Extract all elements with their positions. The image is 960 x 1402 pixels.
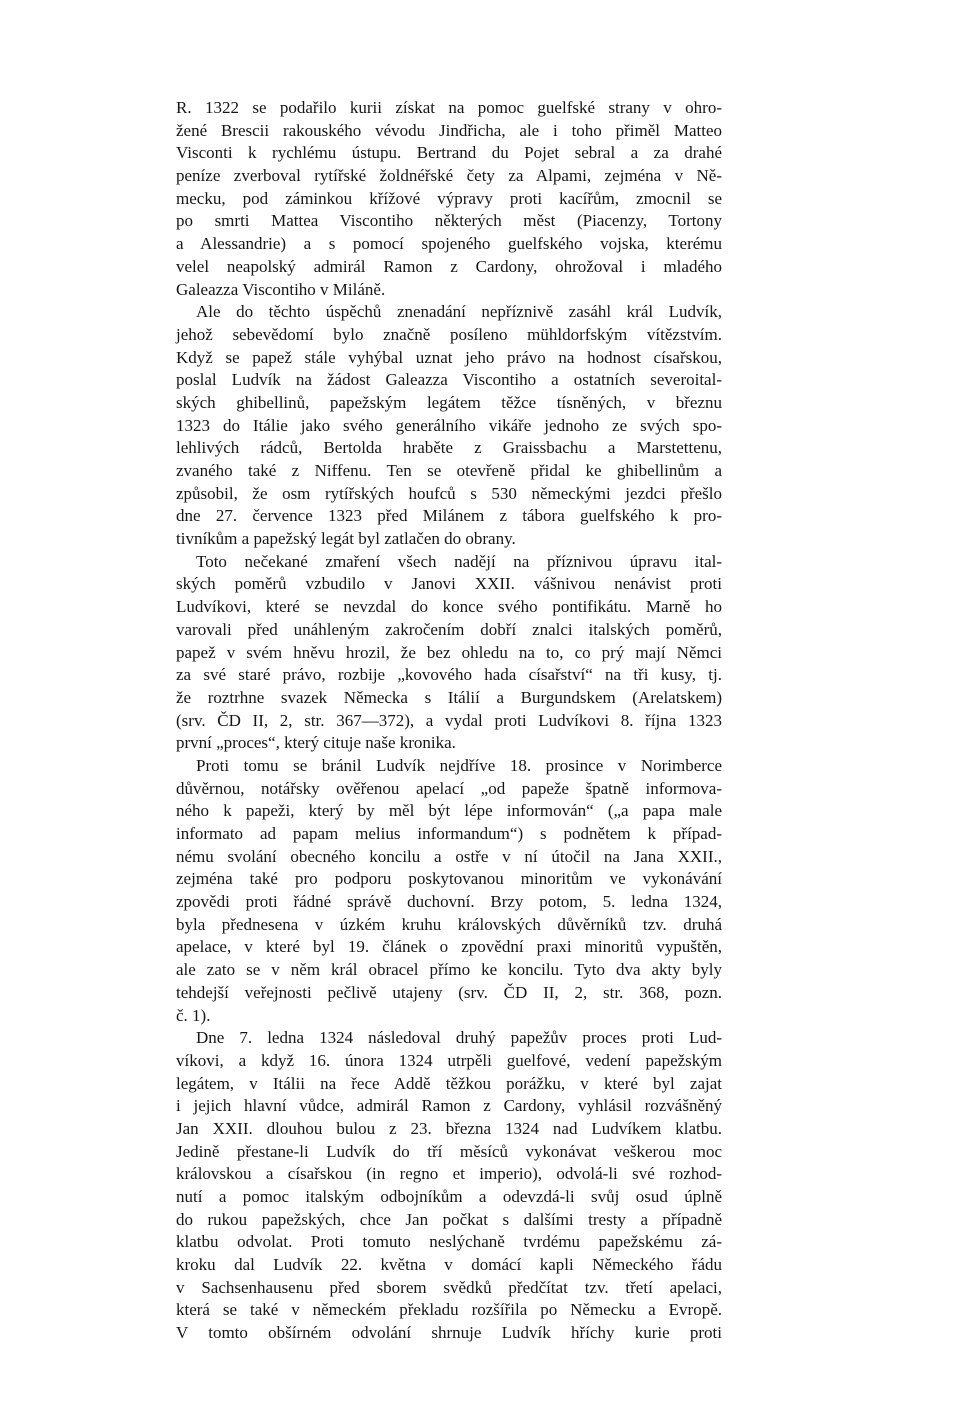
text-line: V tomto obšírném odvolání shrnuje Ludvík hříchy kurie proti (176, 1323, 722, 1343)
text-line: v Sachsenhausenu před sborem svědků předčítat tzv. třetí apelaci, (176, 1277, 722, 1297)
text-line: nutí a pomoc italským odbojníkům a odevzdá-li svůj osud úplně (176, 1187, 722, 1206)
text-line: ale zato se v něm král obracel přímo ke koncilu. Tyto dva akty byly (176, 960, 722, 980)
text-line: důvěrnou, notářsky ověřenou apelací „od papeže špatně informova- (176, 778, 722, 798)
text-line: poslal Ludvík na žádost Galeazza Viscontiho a ostatních severoital- (176, 370, 722, 390)
text-line: a Alessandrie) a s pomocí spojeného guelfského vojska, kterému (176, 234, 722, 254)
text-line: za své staré právo, rozbije „kovového hada císařství“ na tři kusy, tj. (176, 665, 722, 685)
text-line: (srv. ČD II, 2, str. 367—372), a vydal proti Ludvíkovi 8. října 1323 (176, 710, 722, 730)
text-line: velel neapolský admirál Ramon z Cardony, ohrožoval i mladého (176, 256, 722, 276)
page-text (176, 97, 722, 1345)
text-line: Visconti k rychlému ústupu. Bertrand du Pojet sebral a za drahé (176, 143, 722, 163)
text-line: zpovědi proti řádné správě duchovní. Brzy potom, 5. ledna 1324, (176, 892, 722, 912)
text-line: Ale do těchto úspěchů znenadání nepříznivě zasáhl král Ludvík, (196, 302, 722, 322)
text-line: ských poměrů vzbudilo v Janovi XXII. vášnivou nenávist proti (176, 574, 722, 594)
text-line: ských ghibellinů, papežským legátem těžce tísněných, v březnu (176, 392, 722, 412)
paragraph (176, 1027, 722, 1345)
text-line: Toto nečekané zmaření všech nadějí na příznivou úpravu ital- (196, 551, 722, 571)
text-line: ného k papeži, který by měl být lépe informován“ („a papa male (176, 801, 722, 821)
text-line: č. 1). (176, 1005, 211, 1025)
text-line: Jan XXII. dlouhou bulou z 23. března 1324 nad Ludvíkem klatbu. (176, 1118, 722, 1138)
text-line: první „proces“, který cituje naše kronika. (176, 733, 456, 753)
text-line: královskou a císařskou (in regno et imperio), odvolá-li své rozhod- (176, 1164, 722, 1184)
text-line: která se také v německém překladu rozšířila po Německu a Evropě. (176, 1300, 722, 1320)
text-line: R. 1322 se podařilo kurii získat na pomoc guelfské strany v ohro- (176, 98, 722, 117)
paragraph (176, 551, 722, 755)
text-line: peníze zverboval rytířské žoldnéřské čety za Alpami, zejména v Ně- (176, 166, 722, 186)
text-line: informato ad papam melius informandum“) s podnětem k případ- (176, 824, 722, 843)
text-line: jehož sebevědomí bylo značně posíleno mühldorfským vítězstvím. (176, 324, 722, 344)
text-line: Dne 7. ledna 1324 následoval druhý papežův proces proti Lud- (196, 1028, 722, 1048)
text-line: byla přednesena v úzkém kruhu královských důvěrníků tzv. druhá (176, 914, 722, 934)
text-line: mecku, pod záminkou křížové výpravy proti kacířům, zmocnil se (176, 188, 722, 208)
paragraph (176, 755, 722, 1027)
text-line: dne 27. července 1323 před Milánem z tábora guelfského k pro- (176, 506, 722, 526)
text-line: tehdejší veřejnosti pečlivě utajeny (srv. ČD II, 2, str. 368, pozn. (176, 982, 722, 1002)
text-line: Když se papež stále vyhýbal uznat jeho právo na hodnost císařskou, (176, 347, 722, 367)
text-line: i jejich hlavní vůdce, admirál Ramon z Cardony, vyhlásil rozvášněný (176, 1096, 722, 1116)
paragraph (176, 301, 722, 551)
text-line: varovali před unáhleným zakročením dobří znalci italských poměrů, (176, 619, 722, 639)
text-line: Proti tomu se bránil Ludvík nejdříve 18. prosince v Norimberce (196, 755, 722, 775)
text-line: nému svolání obecného koncilu a ostře v ní útočil na Jana XXII., (176, 846, 722, 866)
text-line: papež v svém hněvu hrozil, že bez ohledu na to, co prý mají Němci (176, 642, 722, 662)
text-line: klatbu odvolat. Proti tomuto neslýchaně tvrdému papežskému zá- (176, 1232, 722, 1252)
paragraph (176, 97, 722, 301)
text-line: žené Brescii rakouského vévodu Jindřicha, ale i toho přiměl Matteo (176, 120, 722, 140)
text-line: do rukou papežských, chce Jan počkat s dalšími tresty a případně (176, 1209, 722, 1229)
text-line: Jedině přestane-li Ludvík do tří měsíců vykonávat veškerou moc (176, 1141, 722, 1161)
text-line: kroku dal Ludvík 22. května v domácí kapli Německého řádu (176, 1255, 722, 1275)
text-line: Galeazza Viscontiho v Miláně. (176, 279, 386, 299)
text-line: po smrti Mattea Viscontiho některých měst (Piacenzy, Tortony (176, 211, 722, 231)
text-line: legátem, v Itálii na řece Addě těžkou porážku, v které byl zajat (176, 1073, 722, 1093)
text-line: lehlivých rádců, Bertolda hraběte z Graissbachu a Marstettenu, (176, 438, 722, 458)
text-line: zvaného také z Niffenu. Ten se otevřeně přidal ke ghibellinům a (176, 461, 722, 480)
text-line: apelace, v které byl 19. článek o zpovědní praxi minoritů vypuštěn, (176, 937, 722, 957)
text-line: 1323 do Itálie jako svého generálního vikáře jednoho ze svých spo- (176, 415, 722, 435)
text-line: tivníkům a papežský legát byl zatlačen do obrany. (176, 529, 516, 549)
text-line: Ludvíkovi, které se nevzdal do konce svého pontifikátu. Marně ho (176, 597, 722, 617)
text-line: že roztrhne svazek Německa s Itálií a Burgundskem (Arelatskem) (176, 687, 722, 707)
text-line: zejména také pro podporu poskytovanou minoritům ve vykonávání (176, 869, 722, 889)
text-line: víkovi, a když 16. února 1324 utrpěli guelfové, vedení papežským (176, 1050, 722, 1070)
text-line: způsobil, že osm rytířských houfců s 530 německými jezdci přešlo (176, 483, 722, 503)
